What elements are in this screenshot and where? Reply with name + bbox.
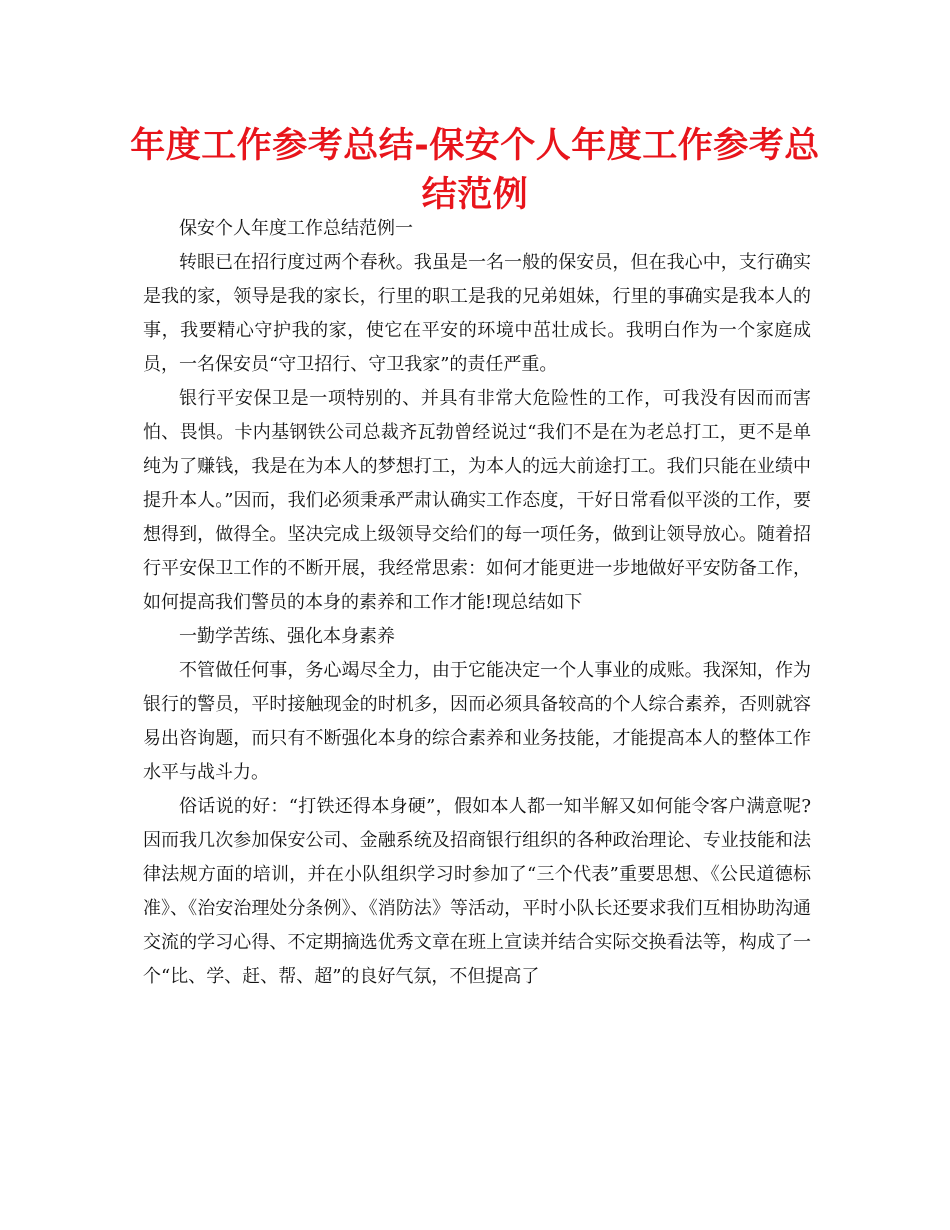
paragraph: 银行平安保卫是一项特别的、并具有非常大危险性的工作，可我没有因而而害怕、畏惧。卡内基钢铁公司总裁齐瓦勃曾经说过“我们不是在为老总打工，更不是单纯为了赚钱，我是在为本人的梦想打工，为本人的远大前途打工。我们只能在业绩中提升本人。”因而，我们必须秉承严肃认确实工作态度，干好日常看似平淡的工作，要想得到，做得全。坚决完成上级领导交给们的每一项任务，做到让领导放心。随着招行平安保卫工作的不断开展，我经常思索：如何才能更进一步地做好平安防备工作，如何提高我们警员的本身的素养和工作才能!现总结如下 <box>143 388 811 613</box>
section-heading: 一勤学苦练、强化本身素养 <box>179 626 395 647</box>
document-body <box>143 212 811 994</box>
paragraph: 转眼已在招行度过两个春秋。我虽是一名一般的保安员，但在我心中，支行确实是我的家，领导是我的家长，行里的职工是我的兄弟姐妹，行里的事确实是我本人的事，我要精心守护我的家，使它在平安的环境中茁壮成长。我明白作为一个家庭成员，一名保安员“守卫招行、守卫我家”的责任严重。 <box>143 252 811 375</box>
paragraph: 不管做任何事，务心竭尽全力，由于它能决定一个人事业的成账。我深知，作为银行的警员，平时接触现金的时机多，因而必须具备较高的个人综合素养，否则就容易出咨询题，而只有不断强化本身的综合素养和业务技能，才能提高本人的整体工作水平与战斗力。 <box>143 660 811 783</box>
paragraph: 俗话说的好：“打铁还得本身硬”，假如本人都一知半解又如何能令客户满意呢?因而我几次参加保安公司、金融系统及招商银行组织的各种政治理论、专业技能和法律法规方面的培训，并在小队组织学习时参加了“三个代表”重要思想、《公民道德标准》、《治安治理处分条例》、《消防法》等活动，平时小队长还要求我们互相协助沟通交流的学习心得、不定期摘选优秀文章在班上宣读并结合实际交换看法等，构成了一个“比、学、赶、帮、超”的良好气氛，不但提高了 <box>143 796 811 987</box>
subtitle: 保安个人年度工作总结范例一 <box>179 218 413 239</box>
document-title: 年度工作参考总结-保安个人年度工作参考总结范例 <box>130 126 820 215</box>
